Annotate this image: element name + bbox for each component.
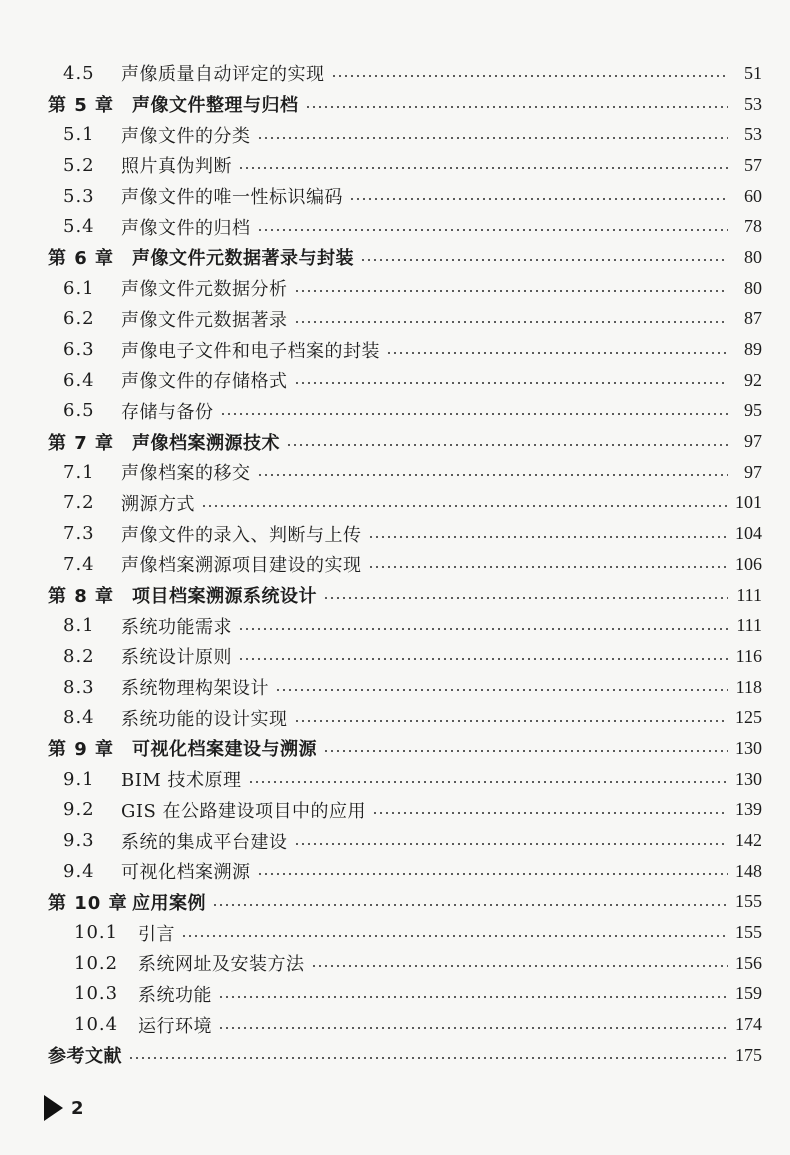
entry-title: 声像档案溯源技术 xyxy=(132,432,280,454)
dot-leader xyxy=(181,935,728,937)
entry-title: GIS 在公路建设项目中的应用 xyxy=(121,800,367,822)
toc-section-entry xyxy=(0,825,790,856)
entry-number: 6.3 xyxy=(63,339,95,361)
entry-page-number: 53 xyxy=(744,124,762,145)
toc-section-entry xyxy=(0,672,790,703)
dot-leader xyxy=(294,720,729,722)
dot-leader xyxy=(128,1057,728,1059)
dot-leader xyxy=(368,566,729,568)
entry-title: 声像文件元数据分析 xyxy=(121,279,288,301)
toc-section-entry xyxy=(0,396,790,427)
entry-number: 第 10 章 xyxy=(48,892,128,914)
entry-page-number: 130 xyxy=(735,737,762,758)
entry-page-number: 106 xyxy=(735,553,762,574)
toc-section-entry xyxy=(0,641,790,672)
dot-leader xyxy=(238,658,728,660)
entry-number: 7.1 xyxy=(63,461,95,483)
entry-title: 声像文件的分类 xyxy=(121,125,251,147)
entry-title: 引言 xyxy=(138,923,175,945)
dot-leader xyxy=(323,597,728,599)
toc-section-entry xyxy=(0,488,790,519)
dot-leader xyxy=(218,996,728,998)
dot-leader xyxy=(294,843,729,845)
entry-page-number: 89 xyxy=(744,339,762,360)
entry-page-number: 57 xyxy=(744,154,762,175)
dot-leader xyxy=(257,229,729,231)
entry-page-number: 139 xyxy=(735,799,762,820)
page-number: 2 xyxy=(71,1097,84,1119)
entry-number: 第 9 章 xyxy=(48,739,115,761)
entry-page-number: 130 xyxy=(735,768,762,789)
entry-page-number: 80 xyxy=(744,277,762,298)
toc-section-entry xyxy=(0,181,790,212)
entry-page-number: 111 xyxy=(736,615,762,636)
entry-title: 系统功能 xyxy=(138,984,212,1006)
entry-title: 系统功能需求 xyxy=(121,616,232,638)
entry-page-number: 155 xyxy=(735,891,762,912)
dot-leader xyxy=(331,75,729,77)
entry-page-number: 97 xyxy=(744,431,762,452)
entry-title: 声像电子文件和电子档案的封装 xyxy=(121,340,380,362)
entry-title: 系统网址及安装方法 xyxy=(138,954,305,976)
entry-number: 8.2 xyxy=(63,645,95,667)
entry-number: 6.1 xyxy=(63,277,95,299)
entry-page-number: 175 xyxy=(735,1044,762,1065)
dot-leader xyxy=(372,812,728,814)
entry-title: 系统功能的设计实现 xyxy=(121,708,288,730)
toc-chapter-entry xyxy=(0,426,790,457)
entry-title: 溯源方式 xyxy=(121,493,195,515)
entry-number: 第 6 章 xyxy=(48,248,115,270)
entry-title: 可视化档案溯源 xyxy=(121,862,251,884)
entry-number: 第 5 章 xyxy=(48,95,115,117)
entry-title: 声像文件的归档 xyxy=(121,217,251,239)
entry-page-number: 111 xyxy=(736,584,762,605)
entry-title: 参考文献 xyxy=(48,1046,122,1068)
entry-page-number: 155 xyxy=(735,922,762,943)
entry-page-number: 156 xyxy=(735,952,762,973)
entry-title: 声像文件元数据著录与封装 xyxy=(132,248,354,270)
entry-title: 声像文件整理与归档 xyxy=(132,95,299,117)
dot-leader xyxy=(349,198,728,200)
entry-number: 第 8 章 xyxy=(48,586,115,608)
entry-title: 声像文件的存储格式 xyxy=(121,371,288,393)
entry-number: 7.4 xyxy=(63,553,95,575)
entry-number: 7.3 xyxy=(63,523,95,545)
dot-leader xyxy=(220,413,729,415)
toc-section-entry xyxy=(0,1009,790,1040)
dot-leader xyxy=(386,352,728,354)
toc-section-entry xyxy=(0,979,790,1010)
entry-title: 可视化档案建设与溯源 xyxy=(132,739,317,761)
toc-chapter-entry xyxy=(0,89,790,120)
dot-leader xyxy=(218,1027,728,1029)
toc-section-entry xyxy=(0,150,790,181)
entry-title: 声像档案溯源项目建设的实现 xyxy=(121,555,362,577)
entry-number: 6.5 xyxy=(63,400,95,422)
entry-number: 5.3 xyxy=(63,185,95,207)
dot-leader xyxy=(275,689,728,691)
toc-chapter-entry xyxy=(0,887,790,918)
toc-chapter-entry xyxy=(0,733,790,764)
entry-number: 10.1 xyxy=(74,922,119,944)
toc-section-entry xyxy=(0,917,790,948)
entry-page-number: 60 xyxy=(744,185,762,206)
toc-chapter-entry xyxy=(0,1040,790,1071)
toc-chapter-entry xyxy=(0,242,790,273)
entry-number: 8.4 xyxy=(63,707,95,729)
toc-section-entry xyxy=(0,119,790,150)
entry-page-number: 97 xyxy=(744,461,762,482)
entry-page-number: 118 xyxy=(735,676,762,697)
toc-section-entry xyxy=(0,702,790,733)
triangle-right-icon xyxy=(44,1095,63,1121)
entry-number: 8.3 xyxy=(63,676,95,698)
entry-page-number: 116 xyxy=(735,645,762,666)
entry-number: 8.1 xyxy=(63,615,95,637)
entry-page-number: 159 xyxy=(735,983,762,1004)
toc-section-entry xyxy=(0,365,790,396)
toc-section-entry xyxy=(0,948,790,979)
toc-section-entry xyxy=(0,764,790,795)
dot-leader xyxy=(257,137,729,139)
toc-section-entry xyxy=(0,457,790,488)
toc-section-entry xyxy=(0,58,790,89)
toc-section-entry xyxy=(0,795,790,826)
entry-title: 系统设计原则 xyxy=(121,647,232,669)
toc-section-entry xyxy=(0,304,790,335)
dot-leader xyxy=(248,781,729,783)
entry-title: 系统的集成平台建设 xyxy=(121,831,288,853)
entry-title: 存储与备份 xyxy=(121,401,214,423)
dot-leader xyxy=(294,290,729,292)
entry-number: 6.4 xyxy=(63,369,95,391)
entry-title: 运行环境 xyxy=(138,1015,212,1037)
entry-title: 声像文件元数据著录 xyxy=(121,309,288,331)
entry-number: 9.1 xyxy=(63,768,95,790)
entry-page-number: 51 xyxy=(744,62,762,83)
entry-title: 声像档案的移交 xyxy=(121,463,251,485)
entry-page-number: 104 xyxy=(735,523,762,544)
entry-number: 4.5 xyxy=(63,62,95,84)
entry-page-number: 148 xyxy=(735,860,762,881)
entry-page-number: 95 xyxy=(744,400,762,421)
toc-chapter-entry xyxy=(0,580,790,611)
dot-leader xyxy=(238,628,728,630)
entry-number: 10.4 xyxy=(74,1014,119,1036)
entry-title: 声像文件的唯一性标识编码 xyxy=(121,187,343,209)
entry-page-number: 125 xyxy=(735,707,762,728)
toc-section-entry xyxy=(0,856,790,887)
dot-leader xyxy=(360,259,728,261)
dot-leader xyxy=(311,965,729,967)
entry-number: 5.1 xyxy=(63,124,95,146)
entry-title: 照片真伪判断 xyxy=(121,156,232,178)
dot-leader xyxy=(294,321,729,323)
entry-number: 5.4 xyxy=(63,216,95,238)
entry-number: 9.2 xyxy=(63,799,95,821)
toc-section-entry xyxy=(0,610,790,641)
table-of-contents xyxy=(0,58,790,1071)
dot-leader xyxy=(286,444,728,446)
entry-page-number: 101 xyxy=(735,492,762,513)
toc-section-entry xyxy=(0,549,790,580)
page-footer xyxy=(44,1095,84,1121)
entry-page-number: 53 xyxy=(744,93,762,114)
entry-title: BIM 技术原理 xyxy=(121,770,242,792)
entry-number: 10.2 xyxy=(74,952,119,974)
entry-page-number: 174 xyxy=(735,1014,762,1035)
dot-leader xyxy=(257,873,729,875)
entry-number: 6.2 xyxy=(63,308,95,330)
entry-title: 声像质量自动评定的实现 xyxy=(121,64,325,86)
entry-page-number: 92 xyxy=(744,369,762,390)
entry-number: 5.2 xyxy=(63,154,95,176)
entry-page-number: 78 xyxy=(744,216,762,237)
toc-section-entry xyxy=(0,273,790,304)
entry-number: 7.2 xyxy=(63,492,95,514)
entry-page-number: 80 xyxy=(744,246,762,267)
entry-page-number: 142 xyxy=(735,830,762,851)
dot-leader xyxy=(238,167,728,169)
dot-leader xyxy=(201,505,728,507)
entry-title: 项目档案溯源系统设计 xyxy=(132,586,317,608)
entry-number: 10.3 xyxy=(74,983,119,1005)
toc-section-entry xyxy=(0,211,790,242)
toc-section-entry xyxy=(0,334,790,365)
entry-title: 系统物理构架设计 xyxy=(121,678,269,700)
dot-leader xyxy=(257,474,729,476)
entry-title: 应用案例 xyxy=(132,892,206,914)
dot-leader xyxy=(305,106,729,108)
entry-number: 9.4 xyxy=(63,860,95,882)
dot-leader xyxy=(294,382,729,384)
entry-title: 声像文件的录入、判断与上传 xyxy=(121,524,362,546)
toc-section-entry xyxy=(0,518,790,549)
entry-page-number: 87 xyxy=(744,308,762,329)
dot-leader xyxy=(368,536,729,538)
dot-leader xyxy=(323,750,728,752)
entry-number: 9.3 xyxy=(63,830,95,852)
entry-number: 第 7 章 xyxy=(48,432,115,454)
dot-leader xyxy=(212,904,728,906)
